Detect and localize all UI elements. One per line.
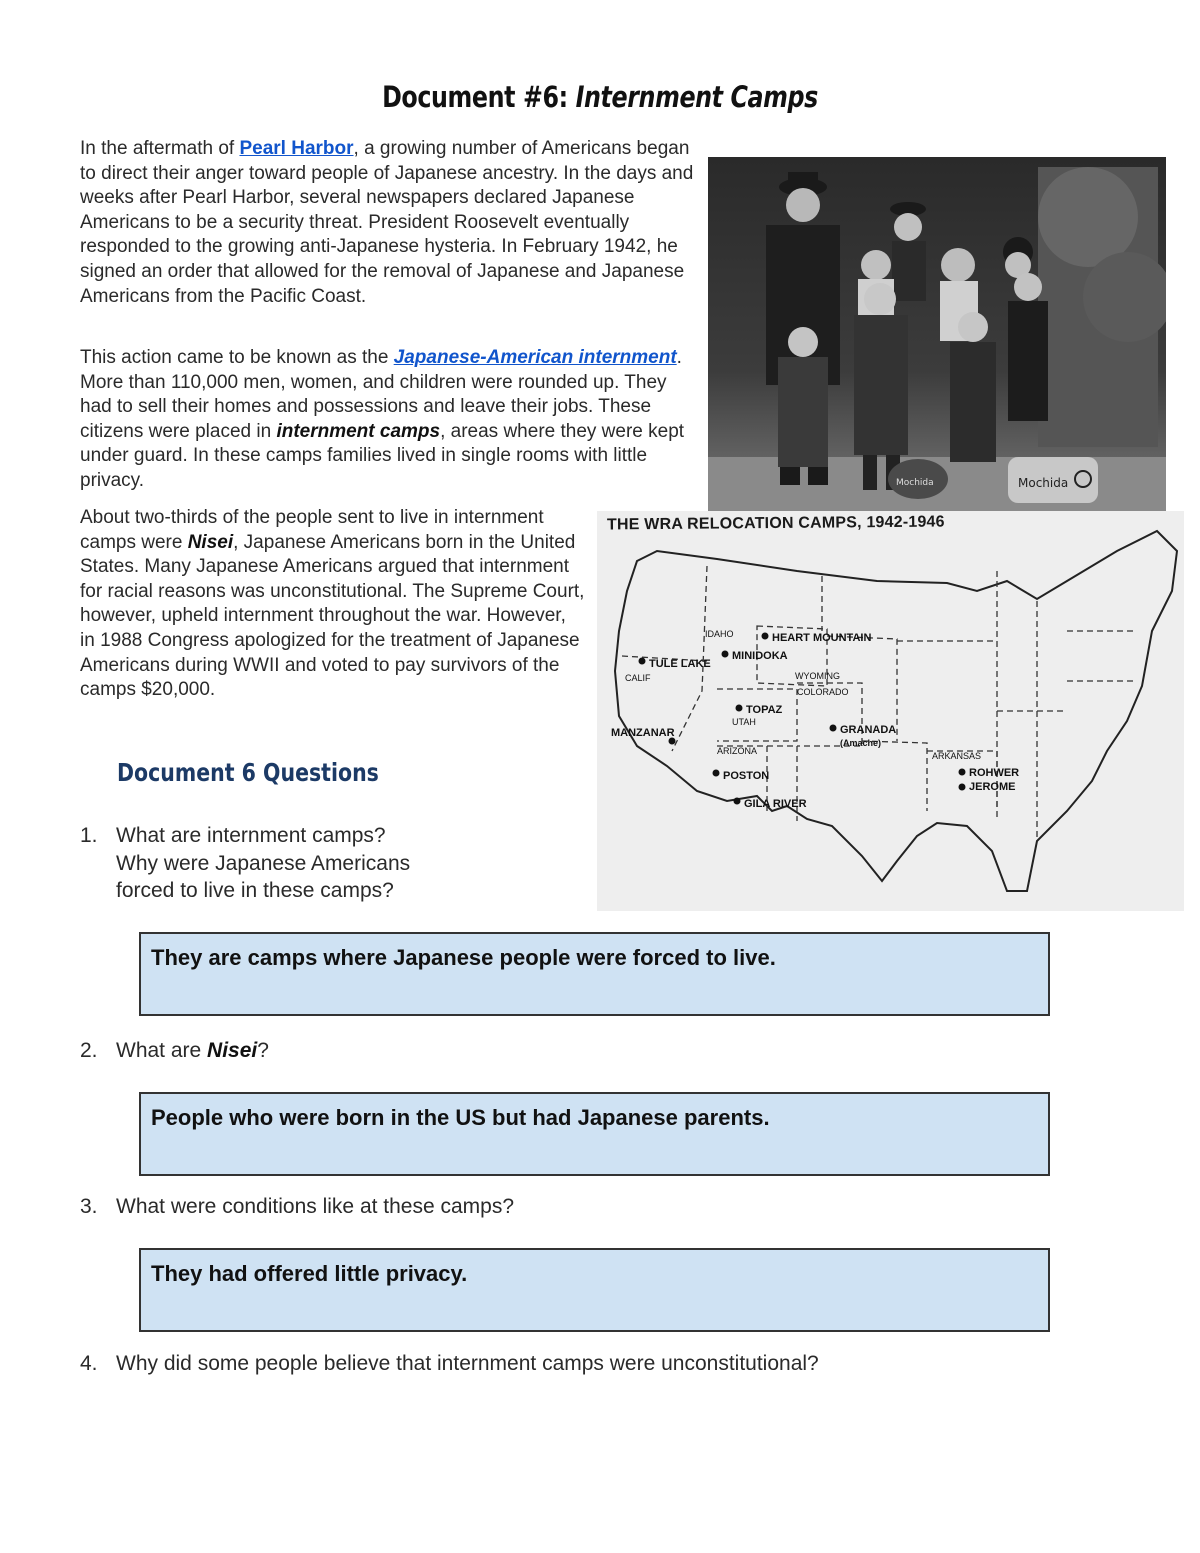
- nisei-term: Nisei: [187, 531, 234, 553]
- map-label-colorado: COLORADO: [797, 687, 849, 697]
- para1-text-2: , a growing number of Americans began to direct their anger toward people of Japanese ancestry. In the days and weeks after Pearl Harbor, several newspapers declared Japanese Americans to be a security threat. President Roosevelt eventually responded to the growing anti-Japanese hysteria. In February 1942, he signed an order that allowed for the removal of Japanese and Japanese Americans from the Pacific Coast.: [80, 138, 694, 307]
- map-label-arizona: ARIZONA: [717, 746, 758, 756]
- questions-heading: Document 6 Questions: [117, 758, 379, 787]
- camp-granada: GRANADA: [840, 724, 897, 736]
- japanese-american-internment-link[interactable]: Japanese-American internment: [393, 347, 677, 368]
- camp-topaz: TOPAZ: [746, 704, 783, 716]
- answer-box-3[interactable]: [139, 1248, 1050, 1332]
- question-2-nisei: Nisei: [207, 1039, 258, 1062]
- intro-paragraph: [80, 137, 695, 309]
- us-map-outline: [597, 511, 1184, 911]
- answer-2-text: People who were born in the US but had Japanese parents.: [151, 1105, 770, 1130]
- answer-1-text: They are camps where Japanese people were forced to live.: [151, 945, 776, 970]
- question-1-line-1: What are internment camps?: [116, 824, 386, 847]
- para3-text-2: , Japanese Americans born in the United States. Many Japanese Americans argued that internment for racial reasons was unconstitutional. The Supreme Court, however, upheld internment throughout the war. However, in 1988 Congress apologized for the treatment of Japanese Americans during WWII and voted to pay survivors of the camps $20,000.: [80, 531, 585, 701]
- answer-3-text: They had offered little privacy.: [151, 1261, 468, 1286]
- question-2-post: ?: [257, 1039, 269, 1062]
- camp-heart-mountain: HEART MOUNTAIN: [772, 632, 872, 644]
- answer-box-1[interactable]: [139, 932, 1050, 1016]
- camp-jerome: JEROME: [969, 781, 1016, 793]
- para3-text-1: About two-thirds of the people sent to live in internment camps were: [80, 507, 544, 553]
- title-italic: Internment Camps: [575, 80, 818, 114]
- map-title: THE WRA RELOCATION CAMPS, 1942-1946: [606, 513, 945, 534]
- para2-text-3: , areas where they were kept under guard. In these camps families lived in single rooms with little privacy.: [80, 420, 685, 491]
- para2-text-2: . More than 110,000 men, women, and children were rounded up. They had to sell their homes and possessions and leave their jobs. These citizens were placed in: [80, 347, 682, 442]
- question-4-text: Why did some people believe that internment camps were unconstitutional?: [116, 1352, 819, 1375]
- question-3-number: 3.: [80, 1195, 98, 1218]
- camp-poston: POSTON: [723, 770, 770, 782]
- question-4-number: 4.: [80, 1352, 98, 1375]
- internment-camps-term: internment camps: [276, 420, 441, 442]
- question-1-number: 1.: [80, 824, 98, 847]
- bag-label-2: Mochida: [896, 478, 934, 488]
- internment-paragraph: [80, 346, 695, 494]
- family-photo-image: [708, 157, 1166, 514]
- pearl-harbor-link[interactable]: Pearl Harbor: [239, 138, 354, 159]
- map-label-wyoming: WYOMING: [795, 671, 840, 681]
- camp-tule-lake: TULE LAKE: [649, 658, 711, 670]
- camp-gila-river: GILA RIVER: [744, 798, 807, 810]
- map-label-utah: UTAH: [732, 717, 756, 727]
- map-label-arkansas: ARKANSAS: [932, 751, 982, 761]
- question-1-line-2: Why were Japanese Americans: [116, 851, 411, 875]
- map-label-calif: CALIF: [625, 673, 651, 683]
- question-1-line-3: forced to live in these camps?: [116, 879, 394, 902]
- camp-rohwer: ROHWER: [969, 767, 1020, 779]
- map-label-idaho: IDAHO: [705, 629, 734, 639]
- camp-manzanar: MANZANAR: [611, 727, 675, 739]
- question-2-pre: What are: [116, 1039, 208, 1062]
- family-photo: [708, 157, 1166, 514]
- question-3-text: What were conditions like at these camps?: [116, 1195, 515, 1218]
- answer-box-2[interactable]: [139, 1092, 1050, 1176]
- document-title: [108, 80, 1092, 114]
- title-prefix: Document #6:: [382, 80, 576, 114]
- camp-minidoka: MINIDOKA: [732, 650, 788, 662]
- camp-amache: (Amache): [840, 738, 882, 748]
- question-2-number: 2.: [80, 1039, 98, 1062]
- para2-text-1: This action came to be known as the: [80, 347, 394, 368]
- nisei-paragraph: [80, 506, 585, 703]
- para1-text-1: In the aftermath of: [80, 138, 240, 159]
- relocation-camps-map: [597, 511, 1184, 911]
- bag-label-1: Mochida: [1018, 476, 1069, 490]
